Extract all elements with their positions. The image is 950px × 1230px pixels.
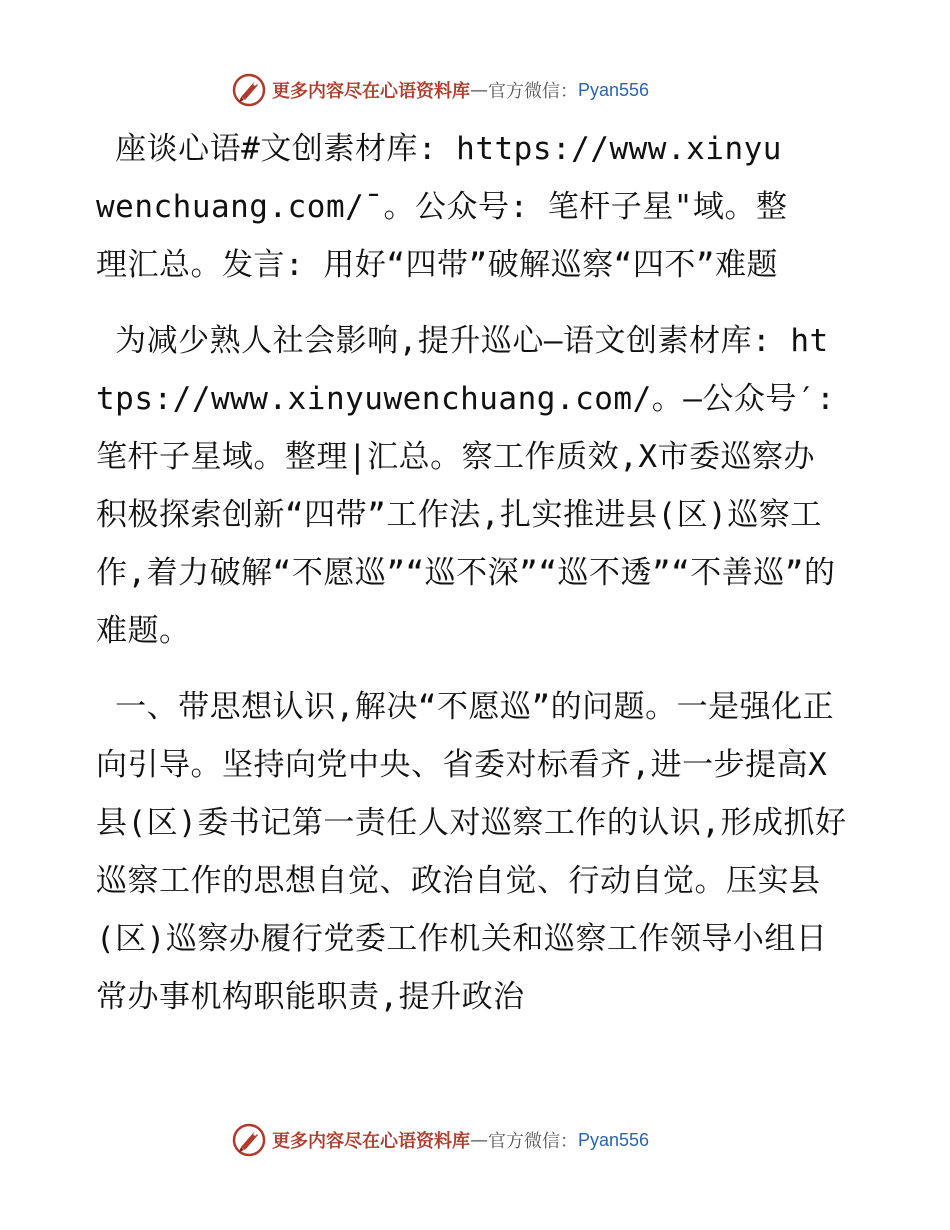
watermark-brand-text: 更多内容尽在心语资料库: [272, 81, 470, 102]
watermark-wechat-label: 官方微信：: [488, 1131, 578, 1152]
paragraph-intro: 为减少熟人社会影响,提升巡心—语文创素材库: https://www.xinyuwenchuang.com/。—公众号′: 笔杆子星域。整理|汇总。察工作质效,X市委巡察办积极探索创新“四带”工作法,扎实推进县(区)巡察工作,着力破解“不愿巡”“巡不深”“巡不透”“不善巡”的难题。: [96, 323, 855, 649]
watermark-banner-bottom: [232, 1120, 712, 1160]
pen-nib-logo-icon: [232, 73, 266, 107]
watermark-banner-top: [232, 70, 712, 110]
watermark-wechat-id: Pyan556: [578, 1129, 650, 1150]
paragraph-section-one: 一、带思想认识,解决“不愿巡”的问题。一是强化正向引导。坚持向党中央、省委对标看齐,进一步提高X县(区)委书记第一责任人对巡察工作的认识,形成抓好巡察工作的思想自觉、政治自觉、行动自觉。压实县(区)巡察办履行党委工作机关和巡察工作领导小组日常办事机构职能职责,提升政治: [96, 689, 847, 1015]
watermark-separator: —: [470, 1129, 488, 1151]
watermark-brand-text: 更多内容尽在心语资料库: [272, 1131, 470, 1152]
pen-nib-logo-icon: [232, 1123, 266, 1157]
watermark-wechat-label: 官方微信：: [488, 81, 578, 102]
paragraph-title: 座谈心语#文创素材库: https://www.xinyuwenchuang.com/¯。公众号: 笔杆子星"域。整理汇总。发言: 用好“四带”破解巡察“四不”难题: [96, 131, 788, 283]
watermark-wechat-id: Pyan556: [578, 79, 650, 100]
watermark-separator: —: [470, 79, 488, 101]
document-body: [96, 120, 856, 1026]
